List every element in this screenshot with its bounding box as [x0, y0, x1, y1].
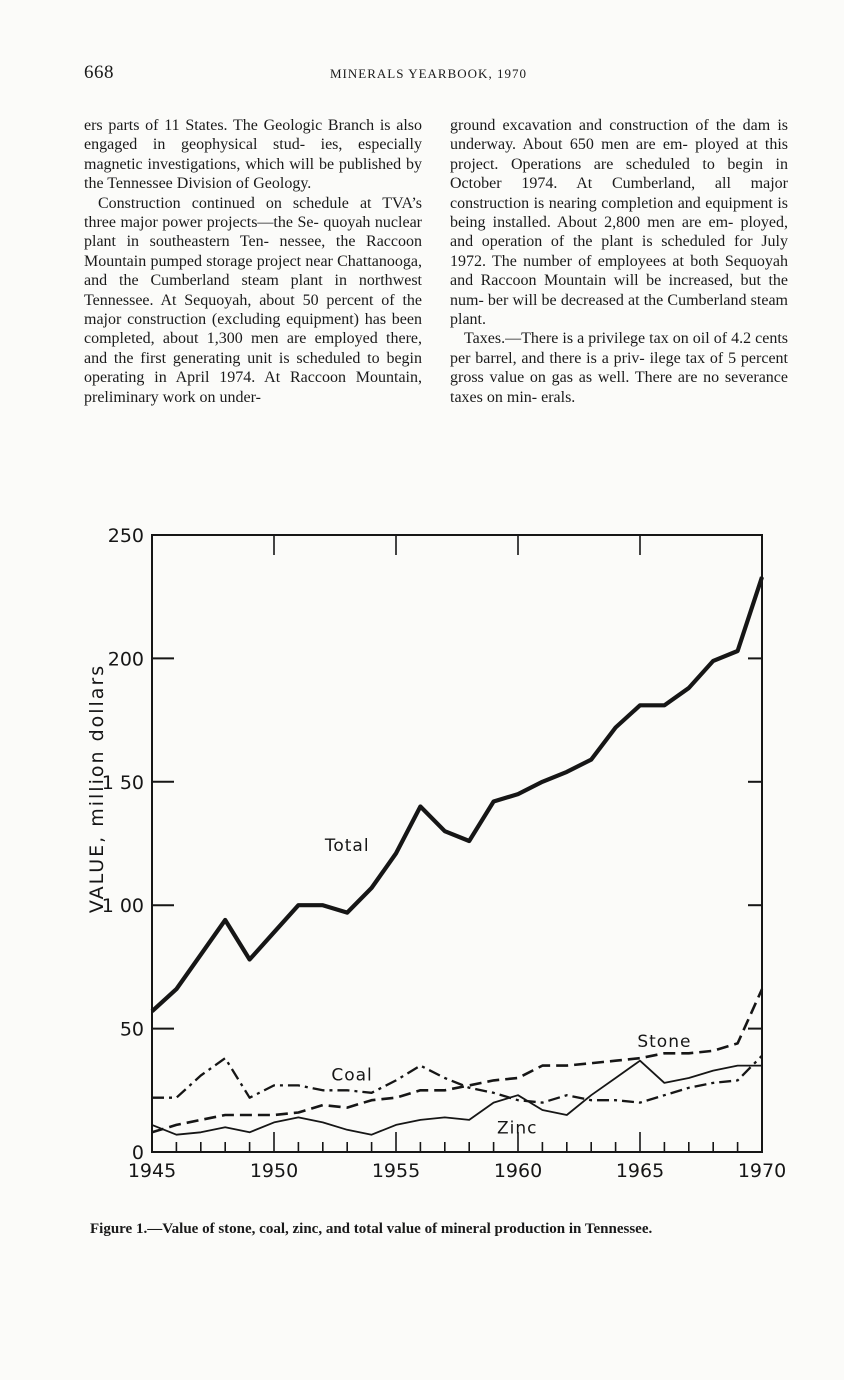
x-tick-label: 1965	[615, 1160, 665, 1182]
page-number: 668	[84, 62, 114, 83]
paragraph	[450, 329, 788, 407]
x-tick-label: 1950	[249, 1160, 299, 1182]
right-column	[450, 116, 788, 407]
y-tick-label: 250	[107, 525, 144, 547]
x-tick-label: 1970	[737, 1160, 787, 1182]
plot-frame	[152, 535, 762, 1152]
series-label-coal: Coal	[331, 1065, 373, 1086]
series-label-stone: Stone	[637, 1032, 692, 1053]
series-line-coal	[152, 1056, 762, 1103]
paragraph-text: —There is a privilege tax on oil of 4.2 cents per barrel, and there is a priv- ilege tax of 5 percent gross value on gas as well. There are no severance taxes on min- erals.	[450, 330, 788, 406]
y-tick-label: 1 00	[101, 895, 144, 918]
y-tick-label: 1 50	[101, 771, 144, 794]
figure-caption: Figure 1.—Value of stone, coal, zinc, and total value of mineral production in Tennessee.	[90, 1221, 653, 1237]
left-column	[84, 116, 422, 407]
running-head: MINERALS YEARBOOK, 1970	[330, 66, 527, 81]
paragraph: Construction continued on schedule at TVA’s three major power projects—the Se- quoyah nuclear plant in southeastern Ten- nessee, the Raccoon Mountain pumped storage project near Chattanooga, and the Cumberland steam plant in northwest Tennessee. At Sequoyah, about 50 percent of the major construction (excluding equipment) has been completed, about 1,300 men are employed there, and the first generating unit is scheduled to begin operating in April 1974. At Raccoon Mountain, preliminary work on under-	[84, 194, 422, 406]
x-tick-label: 1945	[127, 1160, 177, 1182]
series-label-zinc: Zinc	[497, 1118, 538, 1139]
series-line-total	[152, 577, 762, 1011]
series-label-total: Total	[324, 835, 370, 856]
run-in-heading: Taxes.	[464, 330, 506, 348]
series-line-zinc	[152, 1061, 762, 1135]
x-tick-label: 1955	[371, 1160, 421, 1182]
y-axis-label: VALUE, million dollars	[86, 663, 108, 914]
y-tick-label: 50	[119, 1018, 144, 1041]
x-tick-label: 1960	[493, 1160, 543, 1182]
y-tick-label: 200	[107, 648, 144, 671]
series-line-stone	[152, 989, 762, 1132]
y-tick-label: 0	[131, 1142, 144, 1164]
paragraph: ground excavation and construction of the dam is underway. About 650 men are em- ployed at this project. Operations are scheduled to begin in October 1974. At Cumberland, all major construction is nearing completion and equipment is being installed. About 2,800 men are em- ployed, and operation of the plant is scheduled for July 1972. The number of employees at both Sequoyah and Raccoon Mountain will be increased, but the num- ber will be decreased at the Cumberland steam plant.	[450, 117, 788, 329]
mineral-value-chart	[70, 515, 800, 1195]
paragraph: ers parts of 11 States. The Geologic Branch is also engaged in geophysical stud- ies, especially magnetic investigations, which will be published by the Tennessee Division of Geology.	[84, 117, 422, 193]
